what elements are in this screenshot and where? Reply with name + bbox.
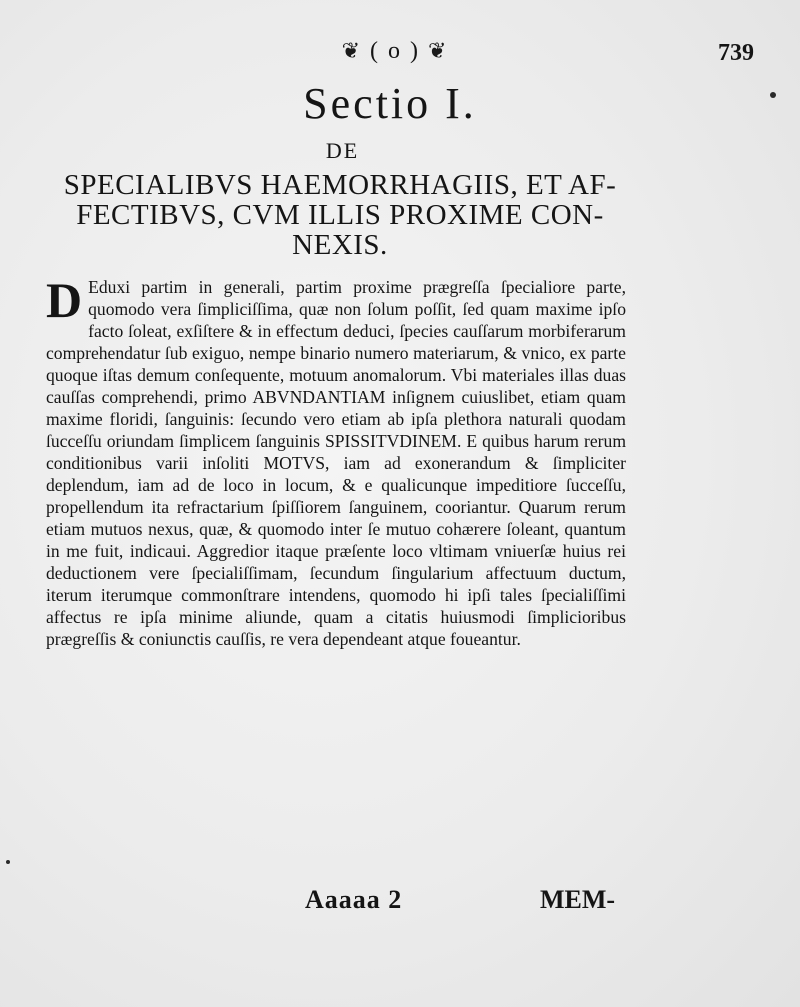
page-number: 739	[718, 40, 754, 66]
ink-speck	[770, 92, 776, 98]
title-line: FECTIBVS, CVM ILLIS PROXIME CON-	[76, 199, 604, 231]
section-title	[30, 170, 650, 260]
body-paragraph	[46, 272, 626, 650]
catchword: MEM-	[540, 885, 616, 914]
title-line: NEXIS.	[292, 229, 388, 261]
running-head-text: ( o )	[370, 38, 420, 64]
ink-speck	[6, 860, 10, 864]
body-text: Eduxi partim in generali, partim proxime prægreſſa ſpecialiore parte, quomodo vera ſimpliciſſima, quæ non ſolum poſſit, ſed quam maxime ipſo facto ſoleat, exſiſtere & in effectum deduci, ſpecies cauſſarum morbiferarum comprehendatur ſub exiguo, nempe binario numero materiarum, & vnico, ex parte quoque iſtas demum conſequente, motuum anomalorum. Vbi materiales illas duas cauſſas comprehendi, primo ABVNDANTIAM inſignem cuiuslibet, etiam quam maxime floridi, ſanguinis: ſecundo vero etiam ab ipſa plethora naturali quodam ſucceſſu oriundam ſimplicem ſanguinis SPISSITVDINEM. E quibus harum rerum conditionibus varii inſoliti MOTVS, iam ad exonerandum & ſimpliciter deplendum, iam ad de loco in locum, & e qualicunque impeditiore ſucceſſu, propellendum ita refractarium ſpiſſiorem ſanguinem, cooriantur. Quarum rerum etiam mutuos nexus, quæ, & quomodo inter ſe mutuo cohærere ſoleant, quantum in me fuit, indicaui. Aggredior itaque præſente loco vltimam vniuerſæ huius rei deductionem vere ſpecialiſſimam, ſecundum ſingularium affectuum ductum, iterum iterumque commonſtrare intendens, quomodo hi ipſi tales ſpecialiſſimi affectus re ipſa minime aliunde, quam a citatis huiusmodi ſimplicioribus prægreſſis & coniunctis cauſſis, re vera dependeant atque foueantur.	[46, 277, 626, 649]
running-head	[230, 38, 560, 65]
ornament-right-icon: ❦	[427, 38, 449, 63]
section-heading: Sectio I.	[303, 79, 477, 128]
drop-cap-initial: D	[46, 272, 83, 328]
section-de: DE	[325, 138, 360, 163]
signature-mark: Aaaaa 2	[305, 885, 403, 914]
title-line: SPECIALIBVS HAEMORRHAGIIS, ET AF-	[63, 169, 617, 201]
ornament-left-icon: ❦	[341, 38, 362, 63]
